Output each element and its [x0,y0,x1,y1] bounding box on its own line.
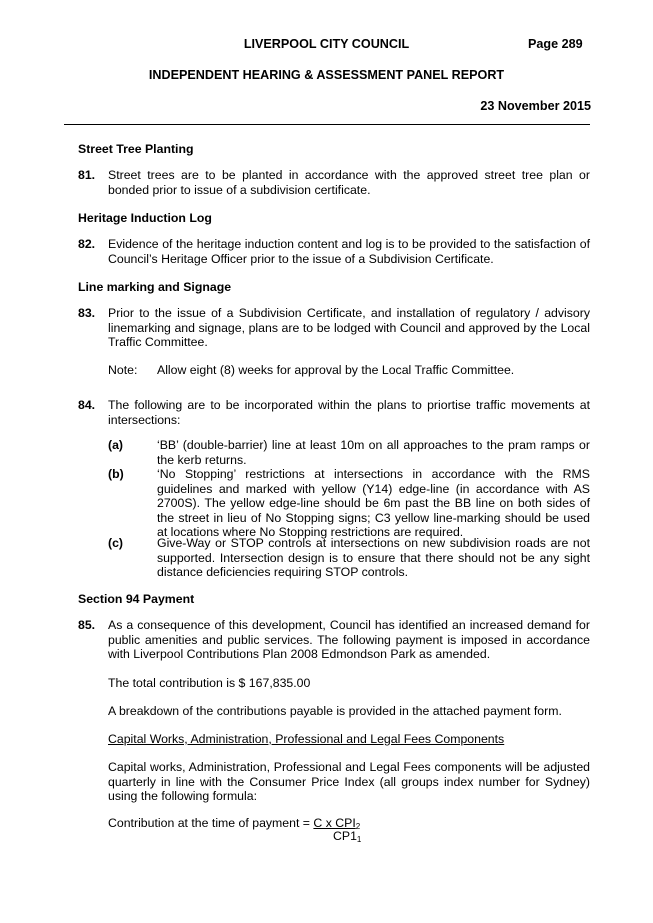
components-subheading: Capital Works, Administration, Professional and Legal Fees Components [108,732,505,746]
condition-number-85: 85. [78,618,96,632]
item-text-a: ‘BB’ (double-barrier) line at least 10m on all approaches to the pram ramps or the kerb returns. [157,438,590,467]
item-text-c: Give-Way or STOP controls at intersections on new subdivision roads are not supported. Intersection design is to ensure that there should not be any sight distance deficiencies requiring STOP controls. [157,536,590,580]
heading-street-tree-planting: Street Tree Planting [78,142,194,156]
formula-numerator: C x $CPI_2$ [313,816,361,831]
note-text: Allow eight (8) weeks for approval by the Local Traffic Committee. [157,363,515,377]
heading-section-94-payment: Section 94 Payment [78,592,195,606]
total-contribution: The total contribution is $ 167,835.00 [108,676,311,690]
report-title: INDEPENDENT HEARING & ASSESSMENT PANEL REPORT [148,68,505,82]
condition-number-83: 83. [78,306,96,320]
item-label-c: (c) [108,536,124,550]
heading-heritage-induction-log: Heritage Induction Log [78,211,212,225]
report-date: 23 November 2015 [480,99,591,113]
condition-text-84: The following are to be incorporated within the plans to priortise traffic movements at intersections: [108,398,590,427]
council-name: LIVERPOOL CITY COUNCIL [243,37,410,51]
formula-denominator: $CP1_1$ [333,829,362,844]
indexation-text: Capital works, Administration, Professional and Legal Fees components will be adjusted quarterly in line with the Consumer Price Index (all groups index number for Sydney) using the following formula: [108,760,590,804]
condition-text-81: Street trees are to be planted in accordance with the approved street tree plan or bonded prior to issue of a subdivision certificate. [108,168,590,197]
condition-text-82: Evidence of the heritage induction content and log is to be provided to the satisfaction of Council’s Heritage Officer prior to the issue of a Subdivision Certificate. [108,237,590,266]
header-divider [64,124,590,125]
page-number: Page 289 [528,37,583,51]
breakdown-note: A breakdown of the contributions payable is provided in the attached payment form. [108,704,562,718]
formula-lead: Contribution at the time of payment = [108,816,314,830]
item-label-b: (b) [108,467,124,481]
condition-text-83: Prior to the issue of a Subdivision Certificate, and installation of regulatory / advisory linemarking and signage, plans are to be lodged with Council and approved by the Local Traffic Committee. [108,306,590,350]
condition-number-81: 81. [78,168,96,182]
condition-number-84: 84. [78,398,96,412]
note-label: Note: [108,363,138,377]
item-label-a: (a) [108,438,124,452]
heading-line-marking-signage: Line marking and Signage [78,280,232,294]
condition-number-82: 82. [78,237,96,251]
formula [108,816,360,831]
item-text-b: ‘No Stopping’ restrictions at intersections in accordance with the RMS guidelines and marked with yellow (Y14) edge-line (in accordance with AS 2700S). The yellow edge-line should be 6m past the BB line on both sides of the street in lieu of No Stopping signs; C3 yellow line-marking should be used at locations where No Stopping restrictions are required. [157,467,590,540]
condition-text-85: As a consequence of this development, Council has identified an increased demand for public amenities and public services. The following payment is imposed in accordance with Liverpool Contributions Plan 2008 Edmondson Park as amended. [108,618,590,662]
